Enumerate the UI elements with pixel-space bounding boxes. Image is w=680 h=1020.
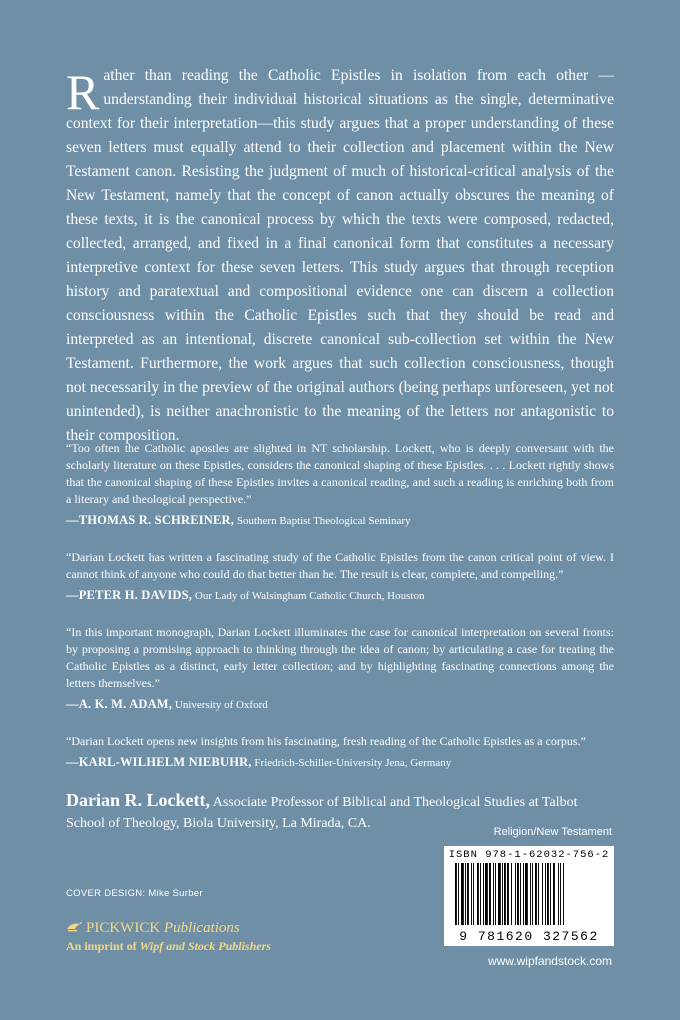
publisher-imprint <box>66 938 271 955</box>
endorsement <box>66 440 614 529</box>
book-description <box>66 64 614 448</box>
endorser-affiliation: Our Lady of Walsingham Catholic Church, Houston <box>194 590 425 602</box>
barcode-digits: 9 781620 327562 <box>459 929 599 944</box>
imprint-parent: Wipf and Stock Publishers <box>139 939 271 953</box>
endorsement-quote: “Darian Lockett has written a fascinating study of the Catholic Epistles from the canon critical point of view. I cannot think of anyone who could do that better than he. The result is clear, complete, and compelling.” <box>66 550 614 581</box>
publisher-logo <box>66 918 271 955</box>
endorser-name: —A. K. M. ADAM, <box>66 697 173 711</box>
endorsement-attribution <box>66 755 614 771</box>
publisher-name-italic: Publications <box>163 920 240 936</box>
endorsement <box>66 624 614 713</box>
cover-design-credit: COVER DESIGN: Mike Surber <box>66 888 203 899</box>
publisher-name-caps: PICKWICK <box>86 920 161 936</box>
endorser-affiliation: Southern Baptist Theological Seminary <box>236 515 411 527</box>
publisher-website: www.wipfandstock.com <box>487 954 612 968</box>
endorsements <box>66 440 614 791</box>
isbn-barcode <box>444 846 614 946</box>
endorsement-quote: “Too often the Catholic apostles are slighted in NT scholarship. Lockett, who is deeply conversant with the scholarly literature on these Epistles, considers the canonical shaping of these Epistles. . . . Lockett rightly shows that the canonical shaping of these Epistles invites a canonical reading, and such a reading is enriching both from a literary and theological perspective.” <box>66 441 614 506</box>
endorsement <box>66 549 614 604</box>
imprint-prefix: An imprint of <box>66 939 137 953</box>
author-name: Darian R. Lockett, <box>66 790 210 810</box>
subject-category: Religion/New Testament <box>493 826 612 838</box>
lamp-icon <box>66 918 82 938</box>
author-description: Associate Professor of Biblical and Theological Studies at Talbot School of Theology, Biola University, La Mirada, CA. <box>66 795 578 831</box>
description-text: ather than reading the Catholic Epistles in isolation from each other —understanding their individual historical situations as the single, determinative context for their interpretation—this study argues that a proper understanding of these seven letters must equally attend to their collection and placement within the New Testament canon. Resisting the judgment of much of historical-critical analysis of the New Testament, namely that the concept of canon actually obscures the meaning of these texts, it is the canonical process by which the texts were composed, redacted, collected, arranged, and fixed in a final canonical form that constitutes a necessary interpretive context for these seven letters. This study argues that through reception history and paratextual and compositional evidence one can discern a collection consciousness within the Catholic Epistles such that they should be read and interpreted as an intentional, discrete canonical sub-collection set within the New Testament. Furthermore, the work argues that such collection consciousness, though not necessarily in the preview of the original authors (being perhaps unforeseen, yet not unintended), is neither anachronistic to the meaning of the letters nor antagonistic to their composition. <box>66 67 614 444</box>
drop-cap: R <box>66 64 100 120</box>
endorsement-attribution <box>66 697 614 713</box>
endorser-name: —KARL-WILHELM NIEBUHR, <box>66 755 252 769</box>
endorser-name: —THOMAS R. SCHREINER, <box>66 513 235 527</box>
endorser-name: —PETER H. DAVIDS, <box>66 588 193 602</box>
endorser-affiliation: Friedrich-Schiller-University Jena, Germany <box>254 757 452 769</box>
barcode-icon <box>453 863 605 925</box>
endorsement <box>66 733 614 771</box>
endorsement-attribution <box>66 588 614 604</box>
endorsement-attribution <box>66 513 614 529</box>
endorser-affiliation: University of Oxford <box>174 699 268 711</box>
publisher-name <box>66 918 271 938</box>
endorsement-quote: “Darian Lockett opens new insights from his fascinating, fresh reading of the Catholic Epistles as a corpus.” <box>66 734 586 748</box>
endorsement-quote: “In this important monograph, Darian Lockett illuminates the case for canonical interpretation on several fronts: by proposing a promising approach to thinking through the idea of canon; by articulating a case for treating the Catholic Epistles as a distinct, early letter collection; and by highlighting fascinating connections among the letters themselves.” <box>66 625 614 690</box>
isbn-label: ISBN 978-1-62032-756-2 <box>448 849 610 861</box>
